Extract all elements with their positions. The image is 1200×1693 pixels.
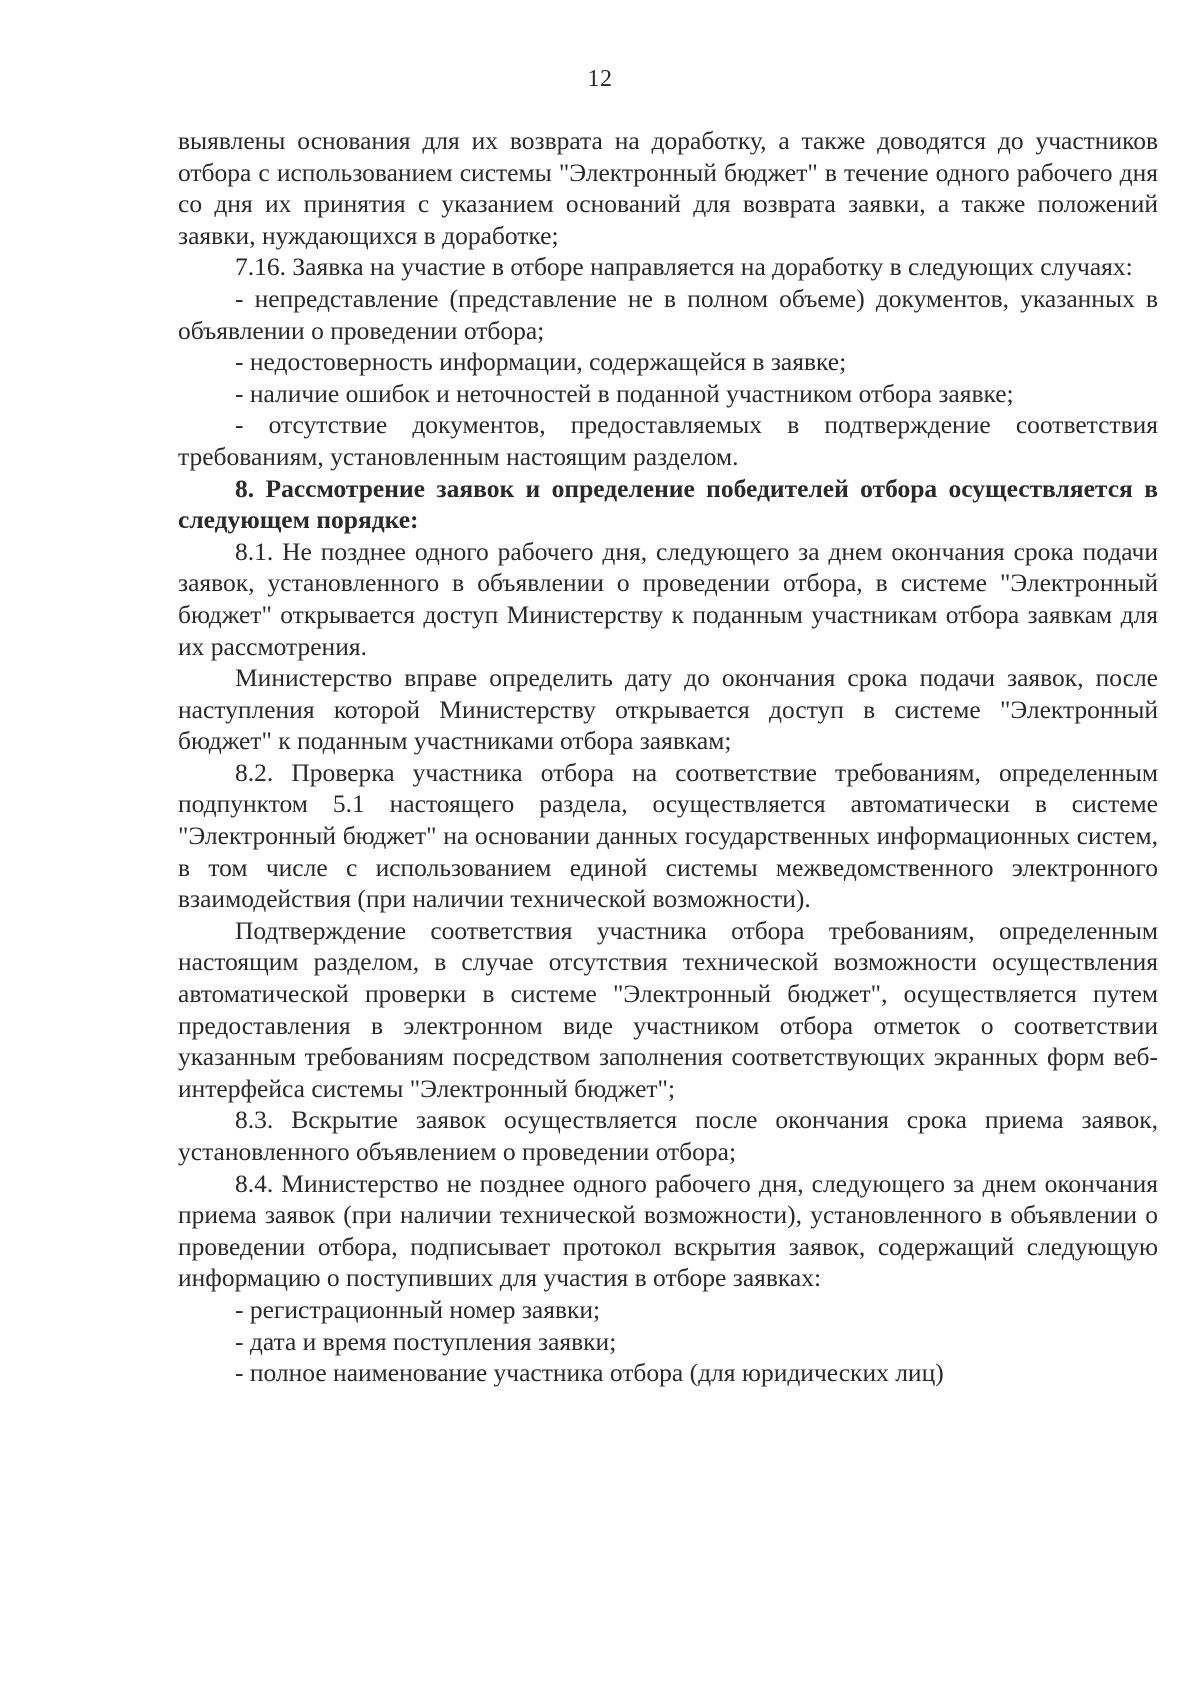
list-item: - непредставление (представление не в полном объеме) документов, указанных в объявлении о проведении отбора; <box>178 283 1158 345</box>
paragraph: выявлены основания для их возврата на доработку, а также доводятся до участников отбора с использованием системы "Электронный бюджет" в течение одного рабочего дня со дня их принятия с указанием оснований для возврата заявки, а также положений заявки, нуждающихся в доработке; <box>178 126 1158 250</box>
paragraph: Министерство вправе определить дату до окончания срока подачи заявок, после наступления которой Министерству открывается доступ в системе "Электронный бюджет" к поданным участниками отбора заявкам; <box>178 663 1158 756</box>
list-item: - регистрационный номер заявки; <box>235 1294 601 1324</box>
paragraph: 8.3. Вскрытие заявок осуществляется после окончания срока приема заявок, установленного объявлением о проведении отбора; <box>178 1105 1158 1166</box>
list-item: - недостоверность информации, содержащейся в заявке; <box>235 347 847 377</box>
paragraph: Подтверждение соответствия участника отбора требованиям, определенным настоящим разделом, в случае отсутствия технической возможности осуществления автоматической проверки в системе "Электронный бюджет", осуществляется путем предоставления в электронном виде участником отбора отметок о соответствии указанным требованиям посредством заполнения соответствующих экранных форм веб-интерфейса системы "Электронный бюджет"; <box>178 915 1158 1103</box>
paragraph: 8.4. Министерство не позднее одного рабочего дня, следующего за днем окончания приема заявок (при наличии технической возможности), установленного в объявлении о проведении отбора, подписывает протокол вскрытия заявок, содержащий следующую информацию о поступивших для участия в отборе заявках: <box>178 1168 1158 1293</box>
document-body <box>178 125 1158 1389</box>
list-item: - наличие ошибок и неточностей в поданной участником отбора заявке; <box>235 378 1014 408</box>
list-item: - дата и время поступления заявки; <box>235 1326 617 1356</box>
page-number: 12 <box>587 66 613 92</box>
list-item: - отсутствие документов, предоставляемых в подтверждение соответствия требованиям, установленным настоящим разделом. <box>178 410 1158 471</box>
list-item: - полное наименование участника отбора (для юридических лиц) <box>235 1358 944 1388</box>
section-heading: 8. Рассмотрение заявок и определение победителей отбора осуществляется в следующем порядке: <box>178 473 1158 535</box>
paragraph: 8.1. Не позднее одного рабочего дня, следующего за днем окончания срока подачи заявок, установленного в объявлении о проведении отбора, в системе "Электронный бюджет" открывается доступ Министерству к поданным участникам отбора заявкам для их рассмотрения. <box>178 536 1158 661</box>
paragraph: 7.16. Заявка на участие в отборе направляется на доработку в следующих случаях: <box>235 252 1133 282</box>
paragraph: 8.2. Проверка участника отбора на соответствие требованиям, определенным подпунктом 5.1 настоящего раздела, осуществляется автоматически в системе "Электронный бюджет" на основании данных государственных информационных систем, в том числе с использованием единой системы межведомственного электронного взаимодействия (при наличии технической возможности). <box>178 757 1158 914</box>
